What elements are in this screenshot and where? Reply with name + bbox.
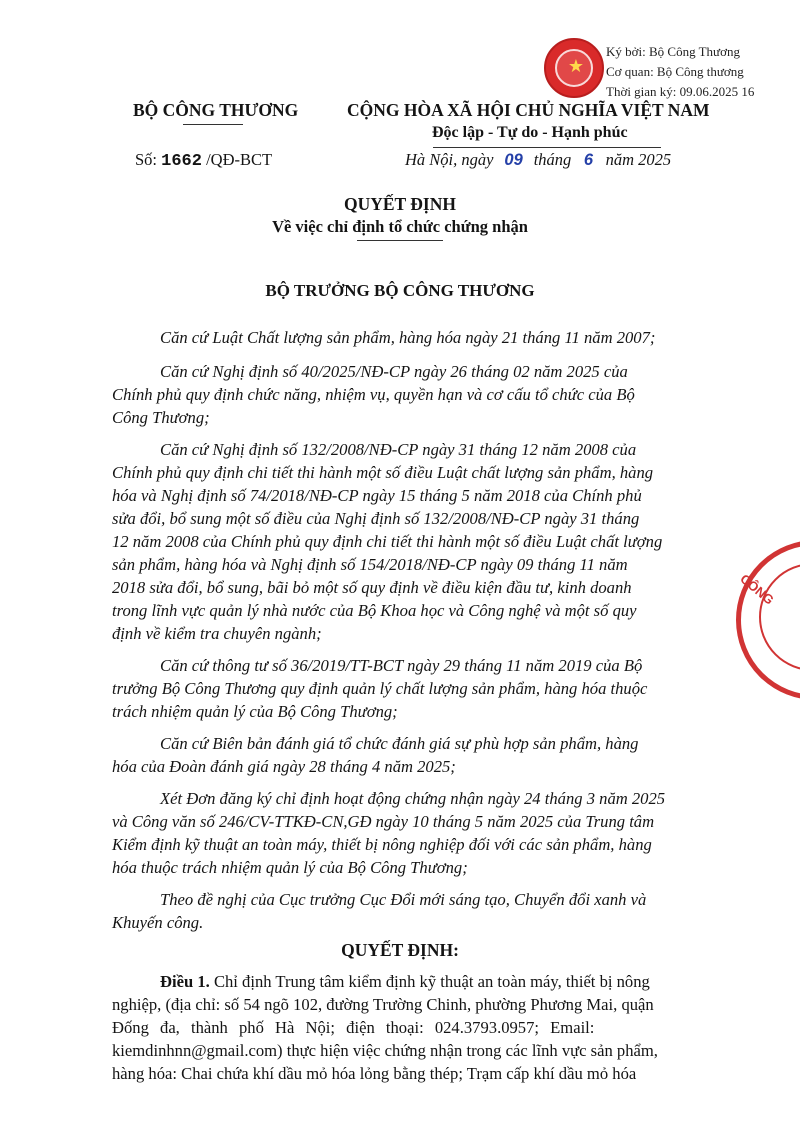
- ministry-name: BỘ CÔNG THƯƠNG: [133, 100, 299, 120]
- place-date: [405, 150, 671, 170]
- signature-agency: Cơ quan: Bộ Công thương: [606, 64, 744, 79]
- preamble-line: sửa đổi, bổ sung một số điều của Nghị định số 132/2008/NĐ-CP ngày 31 tháng: [112, 509, 640, 528]
- number-prefix: Số:: [135, 150, 158, 169]
- date-month-label: tháng: [533, 150, 572, 169]
- document-subtitle: Về việc chỉ định tổ chức chứng nhận: [272, 217, 528, 236]
- date-month: 6: [583, 151, 594, 169]
- preamble-line: Căn cứ Nghị định số 40/2025/NĐ-CP ngày 26 tháng 02 năm 2025 của: [160, 362, 628, 381]
- nation-name: CỘNG HÒA XÃ HỘI CHỦ NGHĨA VIỆT NAM: [347, 100, 710, 120]
- date-day: 09: [504, 151, 523, 169]
- preamble-line: Căn cứ thông tư số 36/2019/TT-BCT ngày 29 tháng 11 năm 2019 của Bộ: [160, 656, 643, 675]
- place-date-prefix: Hà Nội, ngày: [405, 150, 494, 169]
- article1-line: hàng hóa: Chai chứa khí dầu mỏ hóa lỏng bằng thép; Trạm cấp khí dầu mỏ hóa: [112, 1064, 637, 1083]
- red-stamp-text: CÔNG: [737, 571, 777, 608]
- preamble-line: trưởng Bộ Công Thương quy định quản lý chất lượng sản phẩm, hàng hóa thuộc: [112, 679, 648, 698]
- motto-underline: [433, 147, 661, 148]
- ministry-underline: [183, 124, 243, 125]
- preamble-line: Chính phủ quy định chi tiết thi hành một số điều Luật chất lượng sản phẩm, hàng: [112, 463, 654, 482]
- preamble-line: hóa của Đoàn đánh giá ngày 28 tháng 4 năm 2025;: [112, 757, 456, 776]
- article1-first-line: [160, 972, 650, 992]
- preamble-line: Căn cứ Luật Chất lượng sản phẩm, hàng hóa ngày 21 tháng 11 năm 2007;: [160, 328, 656, 347]
- preamble-line: hóa thuộc trách nhiệm quản lý của Bộ Công Thương;: [112, 858, 468, 877]
- preamble-line: sản phẩm, hàng hóa và Nghị định số 154/2018/NĐ-CP ngày 09 tháng 11 năm: [112, 555, 628, 574]
- preamble-line: trong lĩnh vực quản lý nhà nước của Bộ Khoa học và Công nghệ và một số quy: [112, 601, 637, 620]
- article1-line: nghiệp, (địa chỉ: số 54 ngõ 102, đường Trường Chinh, phường Phương Mai, quận: [112, 995, 654, 1014]
- preamble-line: 2018 sửa đổi, bổ sung, bãi bỏ một số quy định về điều kiện đầu tư, kinh doanh: [112, 578, 632, 597]
- preamble-line: Công Thương;: [112, 408, 210, 427]
- date-year: năm 2025: [605, 150, 672, 169]
- document-title: QUYẾT ĐỊNH: [344, 194, 456, 214]
- preamble-line: Căn cứ Nghị định số 132/2008/NĐ-CP ngày 31 tháng 12 năm 2008 của: [160, 440, 637, 459]
- preamble-line: hóa và Nghị định số 74/2018/NĐ-CP ngày 15 tháng 5 năm 2018 của Chính phủ: [112, 486, 642, 505]
- star-icon: ★: [567, 56, 585, 76]
- preamble-line: 12 năm 2008 của Chính phủ quy định chi tiết thi hành một số điều Luật chất lượng: [112, 532, 663, 551]
- number-value: 1662: [161, 152, 202, 171]
- article1-label: Điều 1.: [160, 972, 210, 991]
- preamble-line: Xét Đơn đăng ký chỉ định hoạt động chứng nhận ngày 24 tháng 3 năm 2025: [160, 789, 666, 808]
- preamble-line: Chính phủ quy định chức năng, nhiệm vụ, quyền hạn và cơ cấu tổ chức của Bộ: [112, 385, 635, 404]
- signature-seal: [544, 38, 604, 98]
- subtitle-underline: [357, 240, 443, 241]
- article1-line: kiemdinhnn@gmail.com) thực hiện việc chứng nhận trong các lĩnh vực sản phẩm,: [112, 1041, 658, 1060]
- preamble-line: Kiểm định kỹ thuật an toàn máy, thiết bị nông nghiệp đối với các sản phẩm, hàng: [112, 835, 652, 854]
- seal-emblem: [555, 49, 593, 87]
- number-suffix: /QĐ-BCT: [206, 150, 273, 169]
- document-number: [135, 150, 272, 171]
- article1-text: Chỉ định Trung tâm kiểm định kỹ thuật an toàn máy, thiết bị nông: [213, 972, 650, 991]
- signature-time: Thời gian ký: 09.06.2025 16: [606, 84, 755, 99]
- preamble-line: Theo đề nghị của Cục trưởng Cục Đổi mới sáng tạo, Chuyển đổi xanh và: [160, 890, 647, 909]
- preamble-line: Khuyến công.: [112, 913, 204, 932]
- preamble-line: trách nhiệm quản lý của Bộ Công Thương;: [112, 702, 398, 721]
- red-stamp-inner-ring: [759, 563, 800, 671]
- preamble-line: Căn cứ Biên bản đánh giá tổ chức đánh giá sự phù hợp sản phẩm, hàng: [160, 734, 639, 753]
- national-motto: Độc lập - Tự do - Hạnh phúc: [432, 124, 628, 141]
- decision-heading: QUYẾT ĐỊNH:: [341, 940, 459, 960]
- red-stamp-partial: [736, 540, 800, 700]
- preamble-line: định về kiểm tra chuyên ngành;: [112, 624, 322, 643]
- signature-signer: Ký bởi: Bộ Công Thương: [606, 44, 740, 59]
- article1-line: Đống đa, thành phố Hà Nội; điện thoại: 024.3793.0957; Email:: [112, 1018, 595, 1037]
- issuing-authority: BỘ TRƯỞNG BỘ CÔNG THƯƠNG: [265, 281, 535, 300]
- preamble-line: và Công văn số 246/CV-TTKĐ-CN,GĐ ngày 10 tháng 5 năm 2025 của Trung tâm: [112, 812, 655, 831]
